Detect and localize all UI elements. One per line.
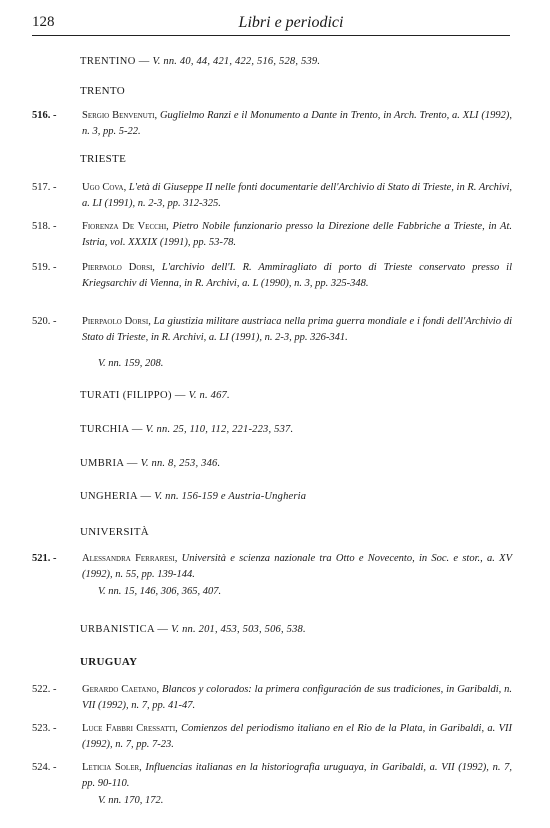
- entry-number: 518. -: [32, 221, 57, 232]
- entry-number: 519. -: [32, 262, 57, 273]
- bib-entry-523: [32, 721, 512, 753]
- entry-body: [82, 108, 512, 140]
- topic-label: UMBRIA —: [80, 458, 138, 469]
- bib-entry-524: [32, 760, 512, 792]
- entry-text: La giustizia militare austriaca nella prima guerra mondiale e i fondi dell'Archivio di Stato di Trieste, in R. Archivi, a. LI (1991), n. 2-3, pp. 326-341.: [82, 316, 512, 343]
- entry-body: [82, 551, 512, 583]
- section-heading-uruguay: URUGUAY: [80, 656, 138, 668]
- bib-entry-519: [32, 260, 512, 308]
- entry-author: Ugo Cova,: [82, 182, 127, 193]
- entry-author: Fiorenza De Vecchi,: [82, 221, 169, 232]
- entry-body: [82, 682, 512, 714]
- entry-text: L'archivio dell'I. R. Ammiragliato di porto di Trieste conservato presso il Kriegsarchiv di Vienna, in R. Archivi, a. L (1990), n. 3, pp. 325-348.: [82, 262, 512, 289]
- topic-refs: V. nn. 8, 253, 346.: [140, 458, 221, 469]
- entry-text: Pietro Nobile funzionario presso la Direzione delle Fabbriche a Trieste, in At. Istria, vol. XXXIX (1991), pp. 53-78.: [82, 221, 512, 248]
- bib-entry-517: [32, 180, 512, 212]
- topic-refs: V. nn. 156-159 e Austria-Ungheria: [154, 491, 307, 502]
- section-heading-trieste: TRIESTE: [80, 153, 127, 165]
- entry-author: Alessandra Ferraresi,: [82, 553, 178, 564]
- section-heading-universita: UNIVERSITÀ: [80, 526, 149, 538]
- entry-author: Pierpaolo Dorsi,: [82, 316, 151, 327]
- entry-number: 523. -: [32, 723, 57, 734]
- bib-entry-520: [32, 314, 512, 362]
- cross-reference: V. nn. 15, 146, 306, 365, 407.: [98, 586, 222, 597]
- entry-number: 517. -: [32, 182, 57, 193]
- entry-author: Luce Fabbri Cressatti,: [82, 723, 178, 734]
- entry-author: Gerardo Caetano,: [82, 684, 160, 695]
- entry-text: L'età di Giuseppe II nelle fonti documentarie dell'Archivio di Stato di Trieste, in R. Archivi, a. LI (1991), n. 2-3, pp. 312-325.: [82, 182, 512, 209]
- entry-author: Sergio Benvenuti,: [82, 110, 158, 121]
- topic-refs: V. nn. 25, 110, 112, 221-223, 537.: [145, 424, 294, 435]
- entry-body: [82, 760, 512, 792]
- topic-refs: V. nn. 201, 453, 503, 506, 538.: [171, 624, 306, 635]
- topic-line-turati: [80, 390, 230, 401]
- entry-body: [82, 180, 512, 212]
- entry-number: 524. -: [32, 762, 57, 773]
- topic-refs: V. nn. 40, 44, 421, 422, 516, 528, 539.: [152, 56, 321, 67]
- topic-line-umbria: [80, 458, 220, 469]
- page-number: 128: [32, 14, 55, 30]
- bib-entry-522: [32, 682, 512, 714]
- entry-number: 522. -: [32, 684, 57, 695]
- entry-body: [82, 721, 512, 753]
- bib-entry-521: [32, 551, 512, 583]
- topic-label: TRENTINO —: [80, 56, 150, 67]
- entry-text: Guglielmo Ranzi e il Monumento a Dante in Trento, in Arch. Trento, a. XLI (1992), n. 3, pp. 5-22.: [82, 110, 512, 137]
- entry-text: Blancos y colorados: la primera configuración de sus tradiciones, in Garibaldi, n. VII (1992), n. 7, pp. 41-47.: [82, 684, 513, 711]
- entry-number: 520. -: [32, 316, 57, 327]
- entry-text: Influencias italianas en la historiografia uruguaya, in Garibaldi, a. VII (1992), n. 7, pp. 90-110.: [82, 762, 512, 789]
- bib-entry-516: [32, 108, 512, 140]
- entry-number: 516. -: [32, 110, 57, 121]
- topic-line-turchia: [80, 424, 293, 435]
- topic-line-urbanistica: [80, 624, 306, 635]
- running-title: Libri e periodici: [238, 14, 344, 31]
- topic-line-ungheria: [80, 491, 306, 502]
- topic-label: UNGHERIA —: [80, 491, 152, 502]
- header-rule: [32, 35, 510, 36]
- trentino-xref-line: [80, 56, 320, 67]
- entry-body: [82, 260, 512, 292]
- entry-text: Università e scienza nazionale tra Otto e Novecento, in Soc. e stor., a. XV (1992), n. 55, pp. 139-144.: [82, 553, 512, 580]
- entry-number: 521. -: [32, 553, 57, 564]
- topic-label: TURATI (FILIPPO) —: [80, 390, 186, 401]
- topic-label: URBANISTICA —: [80, 624, 169, 635]
- section-heading-trento: TRENTO: [80, 85, 125, 97]
- entry-text: Comienzos del periodismo italiano en el Rio de la Plata, in Garibaldi, a. VII (1992), n. 7, pp. 7-23.: [82, 723, 512, 750]
- entry-body: [82, 314, 512, 346]
- entry-author: Pierpaolo Dorsi,: [82, 262, 155, 273]
- topic-refs: V. n. 467.: [188, 390, 230, 401]
- bib-entry-518: [32, 219, 512, 251]
- entry-body: [82, 219, 512, 251]
- cross-reference: V. nn. 170, 172.: [98, 795, 164, 806]
- cross-reference: V. nn. 159, 208.: [98, 358, 164, 369]
- entry-author: Leticia Soler,: [82, 762, 142, 773]
- topic-label: TURCHIA —: [80, 424, 143, 435]
- page-header: [32, 12, 510, 34]
